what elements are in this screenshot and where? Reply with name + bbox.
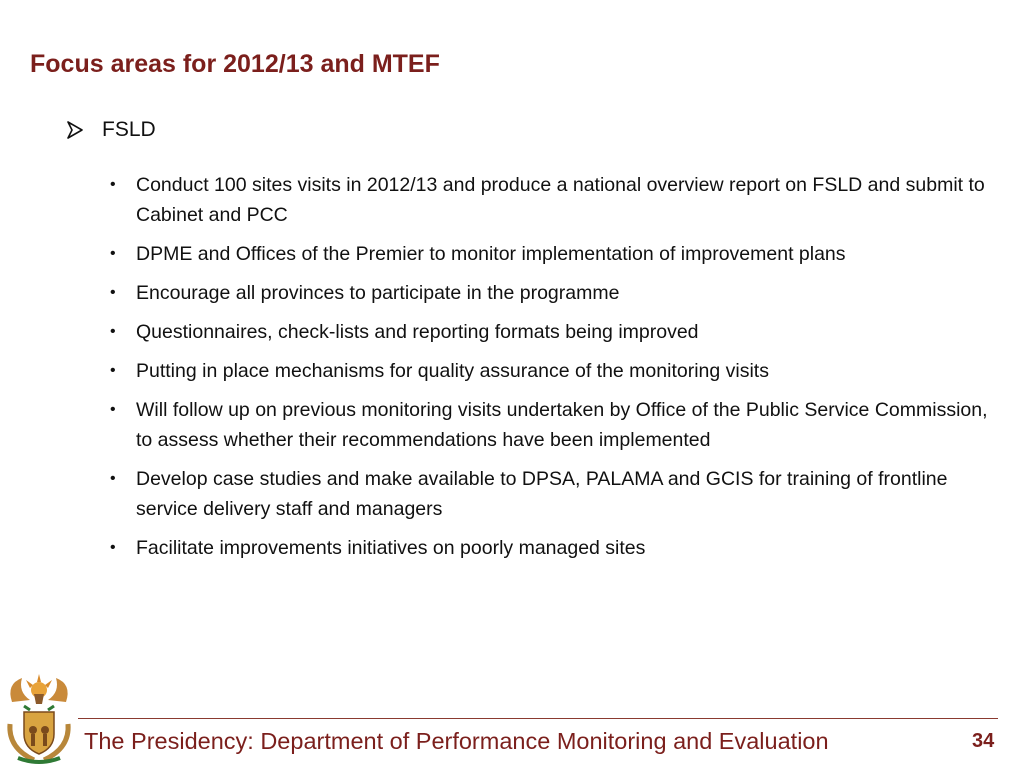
bullet-dot-icon: • [110, 245, 116, 262]
bullet-dot-icon: • [110, 323, 116, 340]
list-item-text: Facilitate improvements initiatives on poorly managed sites [136, 537, 646, 559]
list-item-text: Will follow up on previous monitoring visits undertaken by Office of the Public Service Commission, to assess whether their recommendations have been implemented [136, 399, 988, 451]
list-item [106, 170, 1006, 230]
list-item [106, 278, 1006, 308]
list-item-text: DPME and Offices of the Premier to monitor implementation of improvement plans [136, 243, 846, 265]
slide-title: Focus areas for 2012/13 and MTEF [30, 50, 440, 78]
bullet-dot-icon: • [110, 470, 116, 487]
arrow-bullet-icon [64, 119, 86, 141]
bullet-dot-icon: • [110, 362, 116, 379]
list-item [106, 317, 1006, 347]
coat-of-arms-logo [4, 672, 74, 766]
bullet-dot-icon: • [110, 401, 116, 418]
list-item [106, 395, 1006, 455]
list-item [106, 356, 1006, 386]
bullet-list [106, 170, 1006, 572]
list-item-text: Encourage all provinces to participate in the programme [136, 282, 620, 304]
bullet-dot-icon: • [110, 539, 116, 556]
section-heading [64, 118, 156, 142]
list-item [106, 239, 1006, 269]
bullet-dot-icon: • [110, 176, 116, 193]
list-item [106, 533, 1006, 563]
list-item-text: Conduct 100 sites visits in 2012/13 and produce a national overview report on FSLD and submit to Cabinet and PCC [136, 174, 985, 226]
footer-divider [78, 718, 998, 719]
footer-organization: The Presidency: Department of Performance Monitoring and Evaluation [84, 728, 829, 754]
list-item [106, 464, 1006, 524]
bullet-dot-icon: • [110, 284, 116, 301]
section-label: FSLD [102, 118, 156, 141]
list-item-text: Questionnaires, check-lists and reporting formats being improved [136, 321, 699, 343]
list-item-text: Develop case studies and make available to DPSA, PALAMA and GCIS for training of frontline service delivery staff and managers [136, 468, 948, 520]
page-number: 34 [972, 730, 995, 752]
list-item-text: Putting in place mechanisms for quality assurance of the monitoring visits [136, 360, 769, 382]
